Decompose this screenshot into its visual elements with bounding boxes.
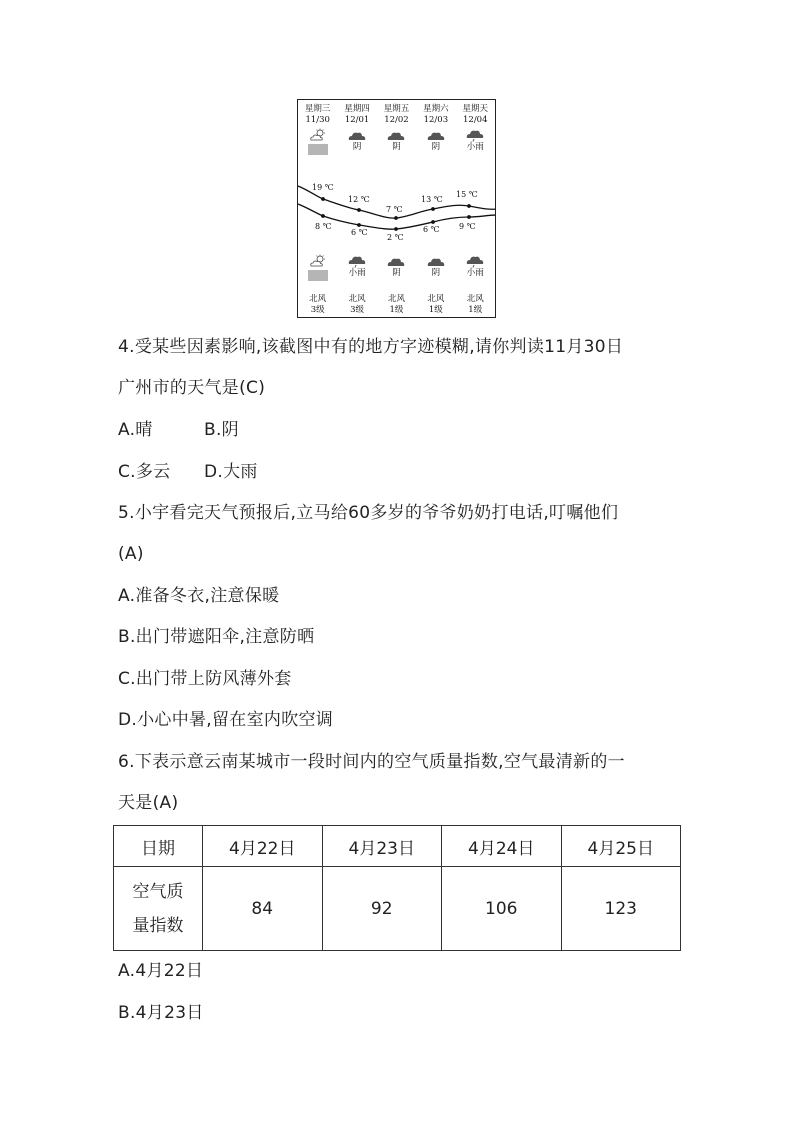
date-label: 12/04 [463,115,488,125]
weather-label: 小雨 [466,268,484,278]
option-b: B.出门带遮阳伞,注意防晒 [118,627,315,647]
low-temp-point [431,220,435,224]
option-b: B.阴 [204,420,239,440]
weekday-label: 星期天 [462,104,488,114]
weather-label: 阴 [352,142,362,152]
table-value-cell: 106 [442,867,562,951]
high-temp-point [321,197,325,201]
question-4-stem-cont: 广州市的天气是(C) [118,378,266,398]
weather-label: 小雨 [466,142,484,152]
forecast-night [338,252,376,281]
option-a: A.4月22日 [118,961,204,981]
wind-direction: 北风 [348,294,366,304]
row-label-line: 空气质 [132,881,184,902]
option-b: B.4月23日 [118,1003,204,1023]
wind-info [456,294,494,316]
table-value-cell: 123 [561,867,681,951]
weekday-label: 星期五 [383,104,410,114]
question-5-stem: 5.小宇看完天气预报后,立马给60多岁的爷爷奶奶打电话,叮嘱他们 [118,503,619,523]
low-temp-point [321,214,325,218]
high-temp-label: 13 ℃ [421,195,443,204]
low-temp-label: 6 ℃ [351,228,368,237]
wind-level: 1级 [468,305,483,315]
low-temp-point [467,215,471,219]
overcast-icon [426,254,446,268]
weekday-label: 星期六 [423,104,449,114]
weather-label: 小雨 [348,268,366,278]
weather-label: 阴 [392,142,401,152]
weather-label: 阴 [431,268,441,278]
table-value-cell: 84 [203,867,323,951]
option-d: D.大雨 [204,462,258,482]
option-c: C.多云 [118,462,171,482]
wind-level: 3级 [310,305,325,315]
table-date-cell: 4月23日 [322,826,442,867]
overcast-icon [386,254,406,268]
wind-info [299,294,337,316]
table-header-cell: 日期 [114,826,203,867]
wind-info [377,294,415,316]
high-temp-label: 19 ℃ [312,183,334,192]
wind-direction: 北风 [387,294,405,304]
high-temp-point [467,204,471,208]
table-row-label [114,867,203,951]
high-temp-label: 12 ℃ [348,195,370,204]
high-temp-point [357,208,361,212]
date-label: 12/02 [384,115,409,125]
forecast-night [417,252,455,281]
light-rain-icon [465,254,485,268]
table-date-cell: 4月22日 [203,826,323,867]
high-temp-point [431,207,435,211]
date-label: 12/01 [344,115,370,125]
question-6-stem: 6.下表示意云南某城市一段时间内的空气质量指数,空气最清新的一 [118,752,625,772]
question-4-stem: 4.受某些因素影响,该截图中有的地方字迹模糊,请你判读11月30日 [118,337,624,357]
low-temp-label: 9 ℃ [459,222,476,231]
wind-level: 3级 [350,305,365,315]
wind-level: 1级 [389,305,404,315]
blurred-label [308,270,328,281]
row-label-line: 量指数 [132,915,184,936]
low-temp-label: 2 ℃ [387,233,404,242]
forecast-wind-row [298,294,495,316]
table-value-cell: 92 [322,867,442,951]
wind-direction: 北风 [309,294,327,304]
option-a: A.晴 [118,420,153,440]
low-temp-label: 8 ℃ [315,222,332,231]
table-date-cell: 4月25日 [561,826,681,867]
table-row [114,867,681,951]
forecast-night [299,252,337,281]
high-temp-point [394,216,398,220]
wind-direction: 北风 [466,294,484,304]
light-rain-icon [347,254,367,268]
question-6-stem-cont: 天是(A) [118,793,179,813]
table-header-row [114,826,681,867]
option-a: A.准备冬衣,注意保暖 [118,586,280,606]
low-temp-point [357,223,361,227]
weekday-label: 星期三 [304,104,331,114]
low-temp-label: 6 ℃ [423,225,440,234]
forecast-night-row [298,252,495,281]
forecast-night [456,252,494,281]
question-5-stem-cont: (A) [118,544,144,564]
date-label: 11/30 [305,115,330,125]
high-temp-label: 15 ℃ [456,190,478,199]
wind-direction: 北风 [427,294,445,304]
option-d: D.小心中暑,留在室内吹空调 [118,710,334,730]
table-date-cell: 4月24日 [442,826,562,867]
wind-level: 1级 [428,305,443,315]
partly-cloudy-icon [308,254,328,268]
wind-info [338,294,376,316]
weekday-label: 星期四 [344,104,370,114]
date-label: 12/03 [423,115,449,125]
weather-label: 阴 [392,268,401,278]
weather-label: 阴 [431,142,441,152]
forecast-night [377,252,415,281]
low-temp-point [394,227,398,231]
air-quality-table [113,825,681,951]
weather-forecast-figure [297,99,496,318]
wind-info [417,294,455,316]
option-c: C.出门带上防风薄外套 [118,669,292,689]
high-temp-label: 7 ℃ [386,205,403,214]
